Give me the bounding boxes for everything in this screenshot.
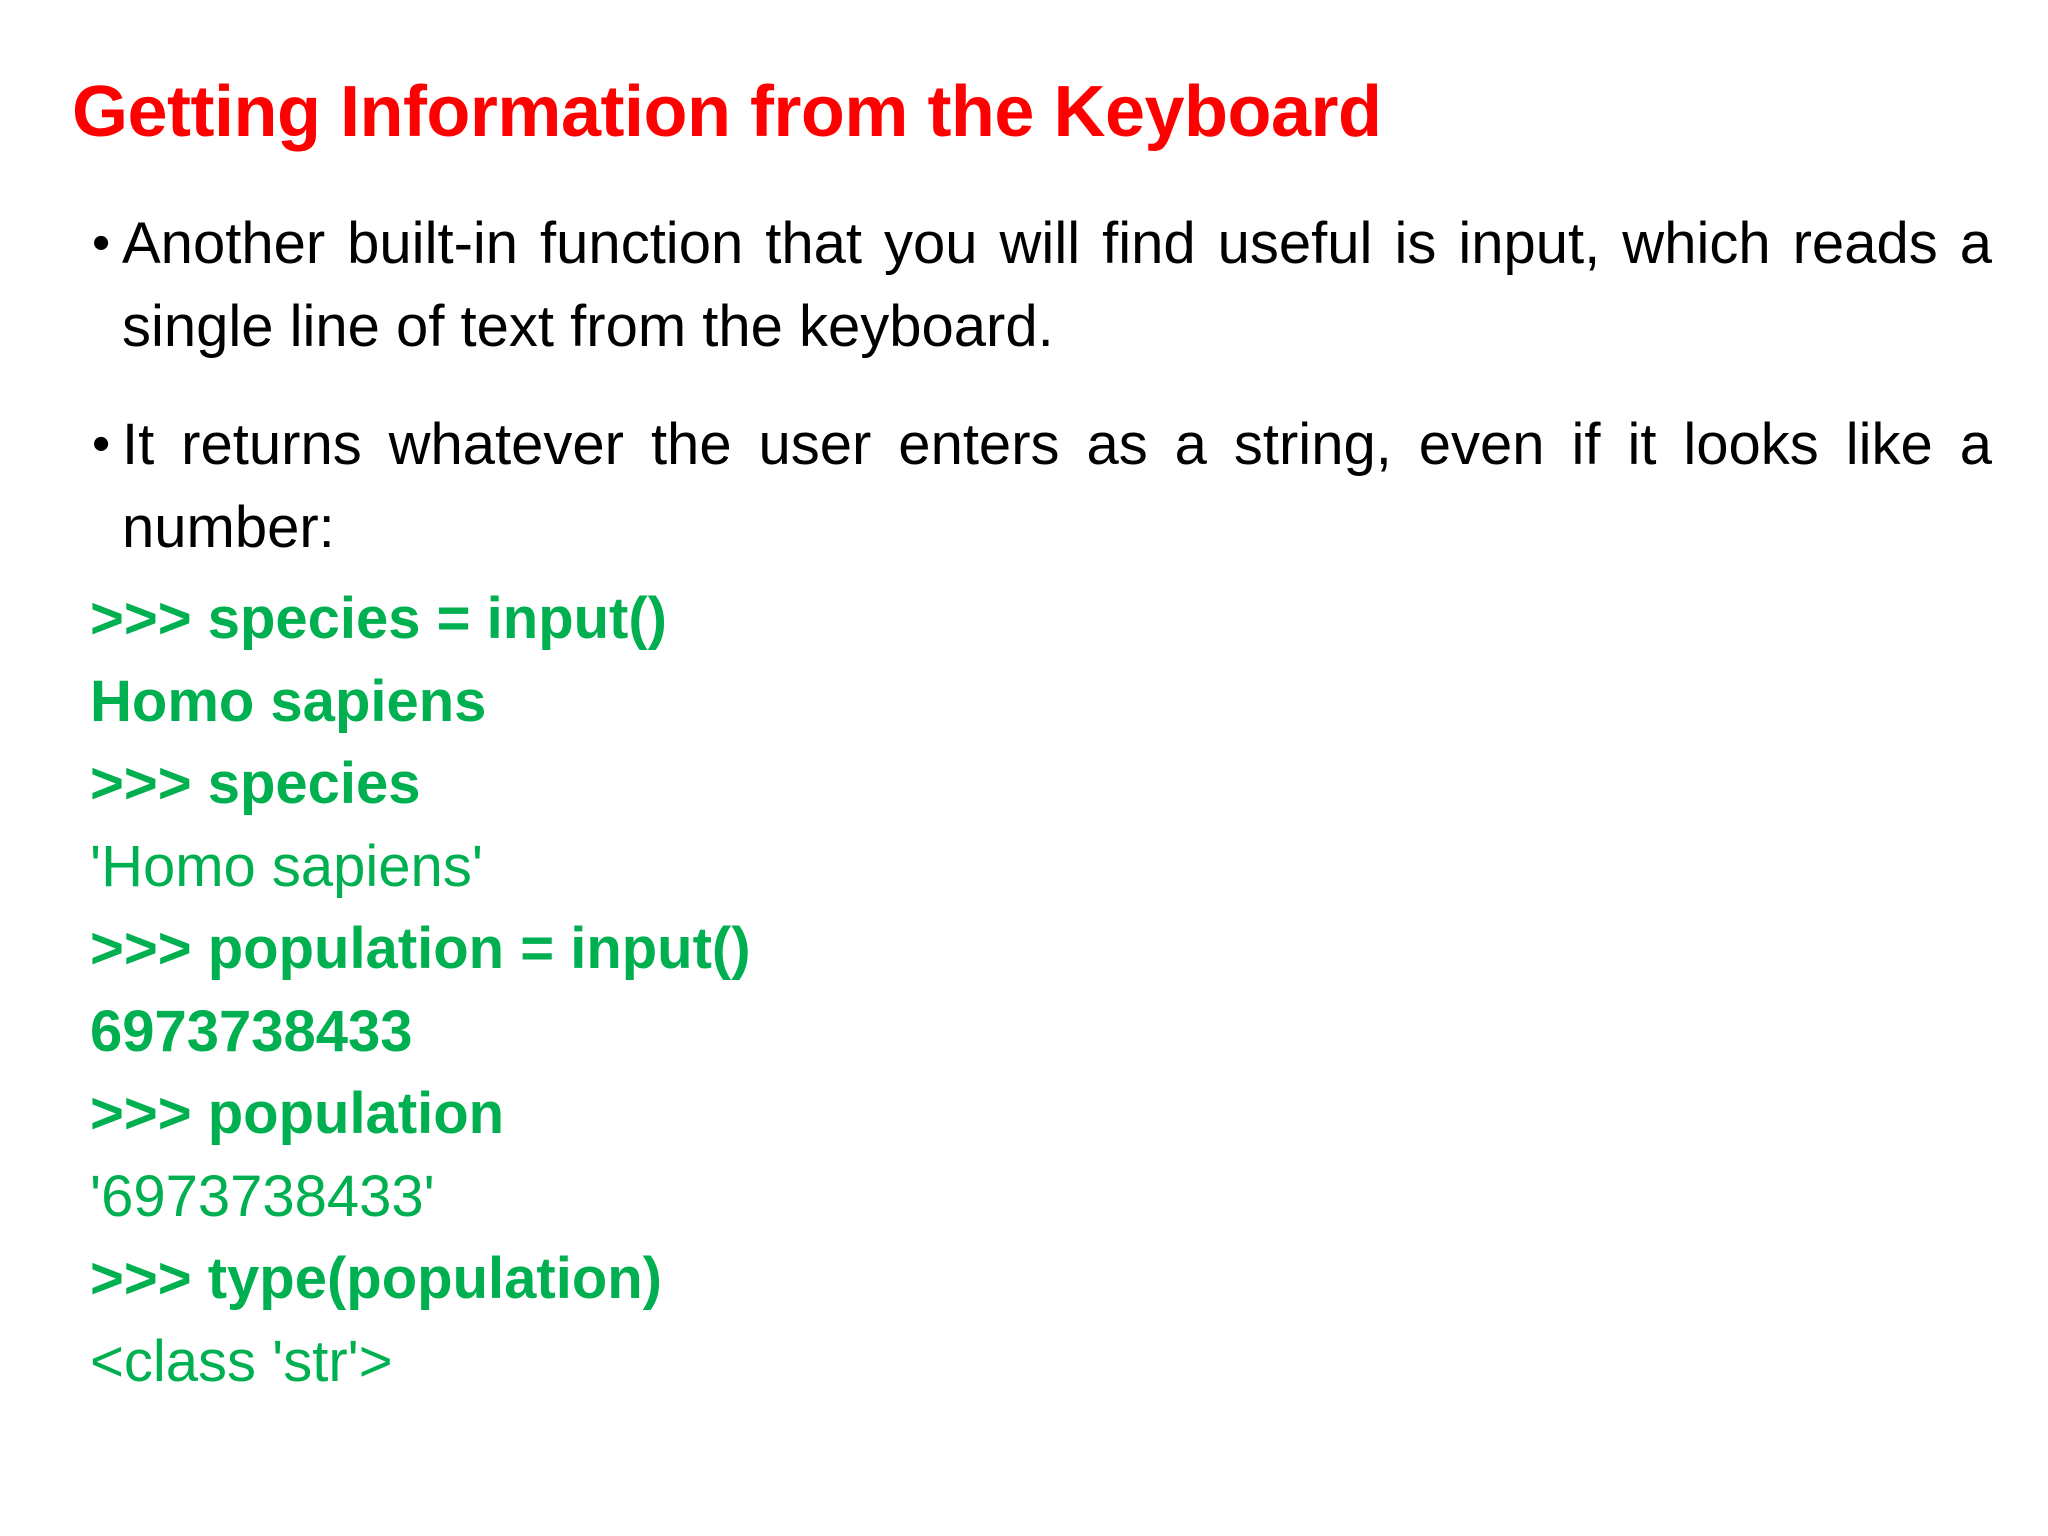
code-line: >>> species = input() — [90, 586, 667, 651]
code-line: >>> population = input() — [90, 916, 751, 981]
code-line: '6973738433' — [90, 1163, 435, 1229]
bullet-dot-icon: • — [92, 415, 111, 473]
bullet-list — [92, 202, 1992, 604]
bullet-item — [92, 202, 1992, 368]
bullet-dot-icon: • — [92, 214, 111, 272]
code-example — [90, 578, 751, 1403]
code-line: 6973738433 — [90, 998, 413, 1064]
code-line: >>> type(population) — [90, 1246, 662, 1311]
code-line: >>> population — [90, 1081, 505, 1146]
code-line: Homo sapiens — [90, 668, 487, 734]
bullet-text: Another built-in function that you will find useful is input, which reads a single line of text from the keyboard. — [122, 211, 1992, 359]
code-line: <class 'str'> — [90, 1328, 393, 1394]
slide-title: Getting Information from the Keyboard — [72, 72, 1382, 152]
code-line: >>> species — [90, 751, 421, 816]
bullet-text: It returns whatever the user enters as a string, even if it looks like a number: — [122, 412, 1992, 560]
bullet-item — [92, 403, 1992, 569]
code-line: 'Homo sapiens' — [90, 833, 483, 899]
